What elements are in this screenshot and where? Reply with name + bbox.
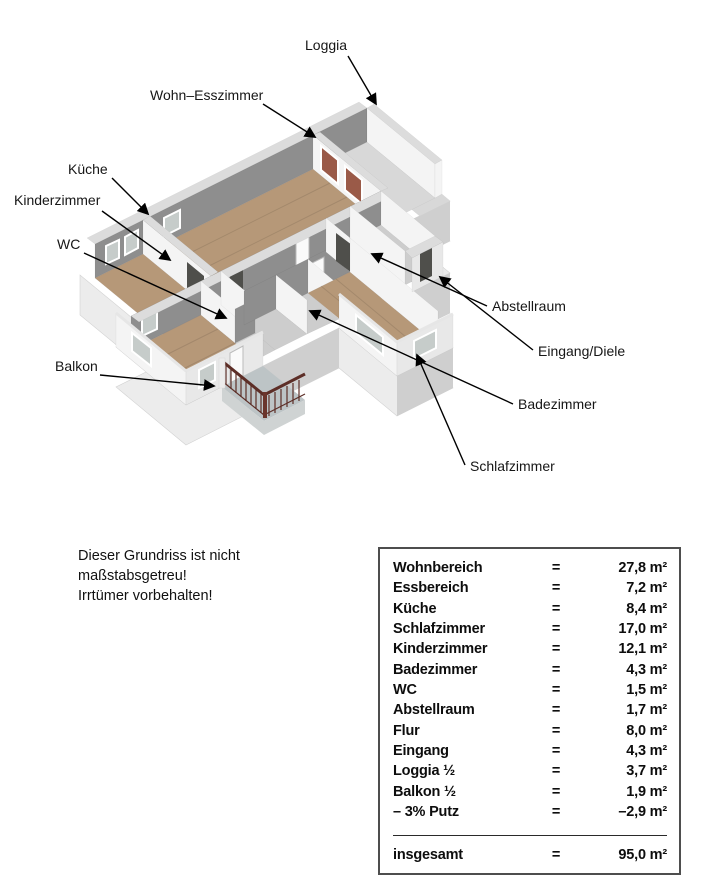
- plan-label-living-dining: Wohn–Esszimmer: [150, 87, 264, 103]
- table-row: [393, 558, 667, 578]
- room-label: Eingang: [393, 743, 449, 760]
- room-area: 4,3 m²: [626, 661, 667, 678]
- room-area: 27,8 m²: [618, 560, 667, 576]
- disclaimer-line-1: Dieser Grundriss ist nicht: [78, 548, 240, 564]
- area-table-rows: [393, 558, 667, 822]
- table-row: [393, 660, 667, 680]
- plan-label-balcony: Balkon: [55, 358, 98, 374]
- plan-label-bedroom: Schlafzimmer: [470, 458, 555, 474]
- plan-label-kitchen: Küche: [68, 161, 108, 177]
- room-label: Essbereich: [393, 580, 469, 597]
- total-label: insgesamt: [393, 847, 463, 864]
- table-row: [393, 639, 667, 659]
- room-area: 1,9 m²: [626, 783, 667, 800]
- plan-label-entrance: Eingang/Diele: [538, 343, 626, 359]
- room-label: Abstellraum: [393, 702, 475, 719]
- total-area: 95,0 m²: [618, 847, 667, 864]
- plan-label-storage: Abstellraum: [492, 298, 566, 314]
- disclaimer-line-3: Irrtümer vorbehalten!: [78, 588, 213, 604]
- room-label: WC: [393, 682, 417, 699]
- room-label: Wohnbereich: [393, 560, 483, 576]
- table-row: [393, 782, 667, 802]
- equals-sign: =: [551, 743, 561, 760]
- room-label: Schlafzimmer: [393, 621, 485, 638]
- table-row: [393, 700, 667, 720]
- room-label: Flur: [393, 722, 420, 739]
- area-table: [378, 547, 681, 875]
- equals-sign: =: [551, 847, 561, 864]
- room-label: – 3% Putz: [393, 804, 459, 821]
- equals-sign: =: [551, 560, 561, 576]
- arrow-living-dining: [263, 104, 315, 137]
- room-label: Balkon ½: [393, 783, 456, 800]
- room-area: 3,7 m²: [626, 763, 667, 780]
- equals-sign: =: [551, 661, 561, 678]
- table-row: [393, 599, 667, 619]
- plan-label-loggia: Loggia: [305, 37, 348, 53]
- arrow-kitchen: [112, 178, 148, 214]
- table-row: [393, 680, 667, 700]
- arrow-loggia: [348, 56, 376, 104]
- equals-sign: =: [551, 580, 561, 597]
- equals-sign: =: [551, 600, 561, 617]
- table-row: [393, 578, 667, 598]
- room-area: 17,0 m²: [618, 621, 667, 638]
- disclaimer-line-2: maßstabsgetreu!: [78, 568, 187, 584]
- isometric-apartment: [80, 102, 453, 445]
- room-label: Küche: [393, 600, 437, 617]
- table-row: [393, 761, 667, 781]
- plan-label-bathroom: Badezimmer: [518, 396, 597, 412]
- table-total-row: [393, 845, 667, 865]
- room-area: 4,3 m²: [626, 743, 667, 760]
- room-area: 1,7 m²: [626, 702, 667, 719]
- equals-sign: =: [551, 763, 561, 780]
- plan-label-kidsroom: Kinderzimmer: [14, 192, 101, 208]
- room-label: Badezimmer: [393, 661, 478, 678]
- room-area: 8,0 m²: [626, 722, 667, 739]
- room-area: 12,1 m²: [618, 641, 667, 658]
- equals-sign: =: [551, 702, 561, 719]
- table-row: [393, 721, 667, 741]
- plan-label-wc: WC: [57, 236, 81, 252]
- equals-sign: =: [551, 722, 561, 739]
- room-area: 8,4 m²: [626, 600, 667, 617]
- disclaimer-text: [78, 546, 318, 606]
- room-area: –2,9 m²: [618, 804, 667, 821]
- table-divider: [393, 835, 667, 836]
- equals-sign: =: [551, 641, 561, 658]
- room-area: 1,5 m²: [626, 682, 667, 699]
- room-area: 7,2 m²: [626, 580, 667, 597]
- equals-sign: =: [551, 682, 561, 699]
- table-row: [393, 619, 667, 639]
- equals-sign: =: [551, 804, 561, 821]
- table-row: [393, 802, 667, 822]
- room-label: Kinderzimmer: [393, 641, 488, 658]
- equals-sign: =: [551, 783, 561, 800]
- equals-sign: =: [551, 621, 561, 638]
- table-row: [393, 741, 667, 761]
- room-label: Loggia ½: [393, 763, 456, 780]
